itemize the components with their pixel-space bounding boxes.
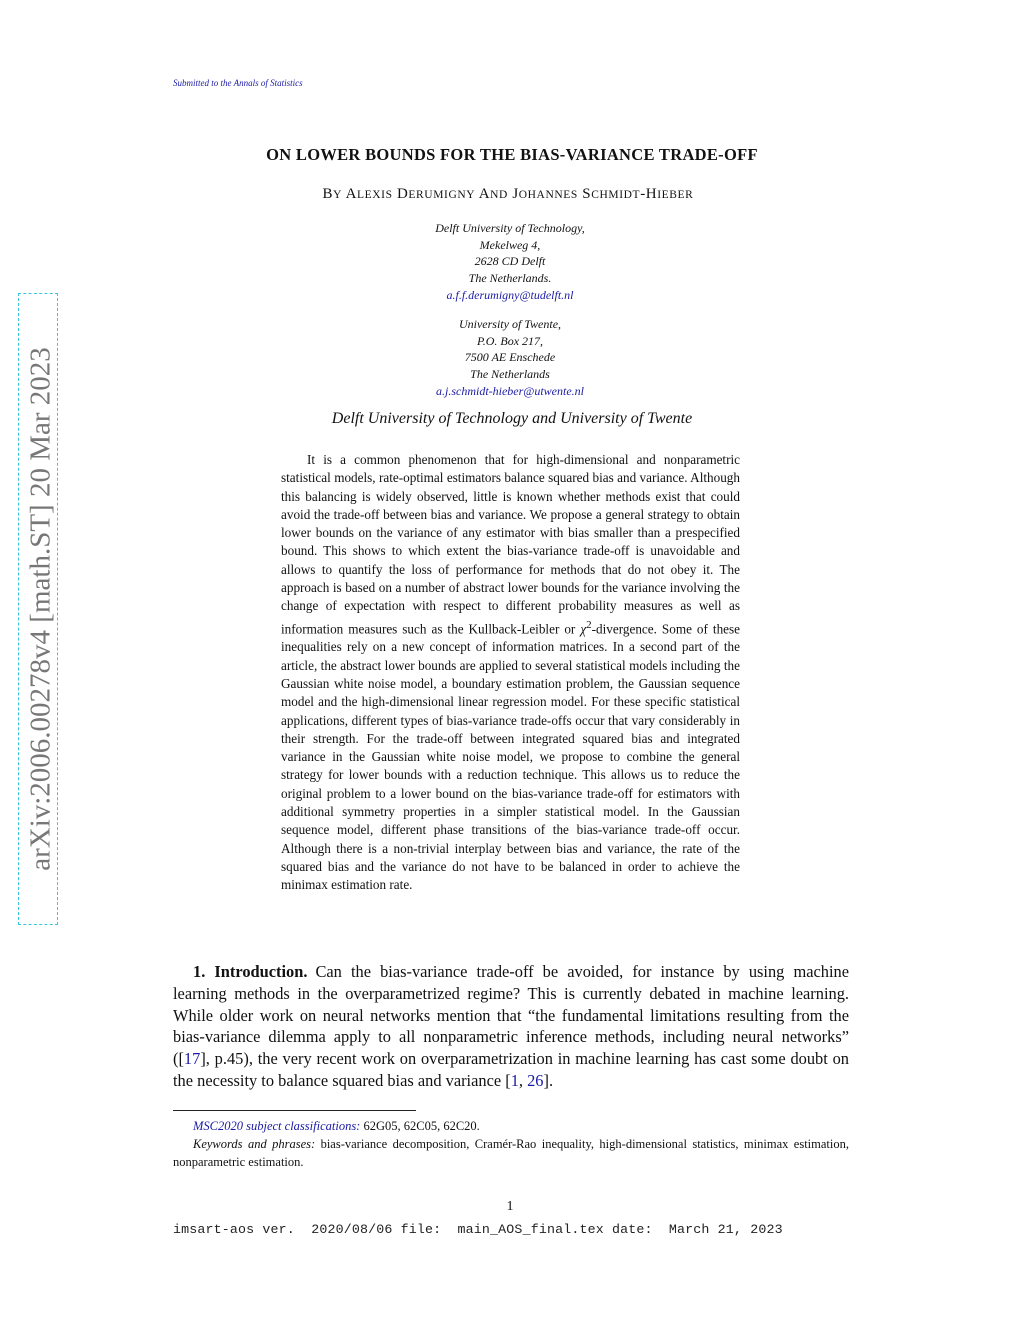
footnotes: [173, 1117, 849, 1171]
second-surname-rest-1: CHMIDT: [591, 189, 641, 201]
introduction-section: [173, 961, 849, 1092]
citation-link-1[interactable]: 1: [510, 1070, 519, 1090]
citation-separator: ,: [518, 1070, 528, 1090]
affiliation-line: Delft University of Technology,: [435, 221, 585, 235]
affiliation-line: P.O. Box 217,: [476, 333, 544, 348]
and-rest: ND: [490, 189, 508, 201]
affiliation-line: 2628 CD Delft: [474, 254, 546, 269]
second-surname-initial-1: S: [582, 186, 592, 202]
journal-note[interactable]: Submitted to the Annals of Statistics: [173, 78, 303, 88]
intro-text-part1: Can the bias-variance trade-off be avoided, for instance by using machine learning methods in the overparametrized regime? This is currently debated in machine learning. While older work on neural networks mention that “the fundamental limitations resulting from the bias-variance dilemma apply to all nonparametric inference methods, including neural networks” ([: [173, 962, 849, 1069]
citation-link-26[interactable]: 26: [527, 1070, 544, 1090]
footnote-keywords: [173, 1135, 849, 1171]
introduction-paragraph: [173, 961, 849, 1092]
msc-classification-link[interactable]: MSC2020 subject classifications:: [193, 1119, 361, 1133]
page-number: 1: [506, 1199, 514, 1214]
affiliation-line: 7500 AE Enschede: [464, 350, 556, 365]
second-surname-rest-2: IEBER: [657, 189, 694, 201]
footnote-msc: [173, 1117, 849, 1135]
abstract-text-part1: It is a common phenomenon that for high-dimensional and nonparametric statistical models, rate-optimal estimators balance squared bias and variance. Although this balancing is widely observed, little is known whether methods exist that could avoid the trade-off between bias and variance. We propose a general strategy to obtain lower bounds on the variance of any estimator with bias smaller than a prespecified bound. This shows to which extent the bias-variance trade-off is unavoidable and allows to quantify the loss of performance for methods that do not obey it. The approach is based on a number of abstract lower bounds for the variance involving the change of expectation with respect to different probability measures as well as information measures such as the Kullback-Leibler or: [281, 452, 740, 637]
email-link-derumigny[interactable]: a.f.f.derumigny@tudelft.nl: [446, 287, 574, 302]
chi-exponent: 2: [586, 618, 592, 631]
affiliation-line: The Netherlands: [470, 367, 550, 382]
by-initial: B: [322, 186, 334, 202]
section-heading: 1. Introduction.: [193, 962, 308, 981]
footnote-divider: [173, 1110, 416, 1111]
abstract-paragraph: [281, 451, 740, 895]
paper-title: ON LOWER BOUNDS FOR THE BIAS-VARIANCE TRADE-OFF: [266, 145, 758, 164]
and-initial: A: [478, 186, 491, 202]
running-institutions: Delft University of Technology and University of Twente: [331, 410, 693, 427]
arxiv-stamp[interactable]: arXiv:2006.00278v4 [math.ST] 20 Mar 2023: [24, 347, 57, 871]
keywords-label: Keywords and phrases:: [193, 1137, 316, 1151]
first-surname-initial: D: [396, 186, 409, 202]
affiliation-delft: [0, 220, 1020, 304]
msc-codes: 62G05, 62C05, 62C20.: [360, 1119, 480, 1133]
email-link-schmidt-hieber[interactable]: a.j.schmidt-hieber@utwente.nl: [435, 383, 584, 398]
affiliation-twente: [0, 316, 1020, 400]
second-name-initial: J: [512, 186, 519, 202]
keywords-list: bias-variance decomposition, Cramér-Rao inequality, high-dimensional statistics, minimax estimation, nonparametric estimation.: [173, 1137, 849, 1169]
intro-text-part3: ].: [543, 1070, 554, 1090]
first-name-rest: LEXIS: [357, 189, 393, 201]
chi-symbol: χ: [580, 621, 587, 637]
affiliation-line: Mekelweg 4,: [479, 237, 541, 252]
second-name-rest: OHANNES: [518, 189, 578, 201]
author-line: BY ALEXIS DERUMIGNY AND JOHANNES SCHMIDT-HIEBER: [322, 186, 694, 202]
abstract: [281, 451, 740, 895]
first-name-initial: A: [345, 186, 357, 202]
citation-link-17[interactable]: 17: [183, 1049, 201, 1069]
affiliation-line: The Netherlands.: [468, 271, 552, 286]
abstract-text-part2: -divergence. Some of these inequalities rely on a new concept of information matrices. In a second part of the article, the abstract lower bounds are applied to several statistical models including the Gaussian white noise model, a boundary estimation problem, the Gaussian sequence model and the high-dimensional linear regression model. For these specific statistical applications, different types of bias-variance trade-offs occur that vary considerably in their strength. For the trade-off between integrated squared bias and integrated variance in the Gaussian white noise model, we propose to combine the general strategy for lower bounds with a reduction technique. This allows us to reduce the original problem to a lower bound on the bias-variance trade-off for estimators with additional symmetry properties in a simpler statistical model. In the Gaussian sequence model, different phase transitions of the bias-variance trade-off occur. Although there is a non-trivial interplay between bias and variance, the rate of the squared bias and the variance do not have to be balanced in order to achieve the minimax estimation rate.: [281, 621, 741, 893]
affiliation-line: University of Twente,: [458, 317, 562, 331]
first-surname-rest: ERUMIGNY: [408, 189, 476, 201]
second-surname-initial-2: H: [645, 186, 658, 202]
imsart-footer: imsart-aos ver. 2020/08/06 file: main_AOS_final.tex date: March 21, 2023: [173, 1222, 783, 1237]
intro-text-part2: ], p.45), the very recent work on overparametrization in machine learning has cast some doubt on the necessity to balance squared bias and variance [: [173, 1049, 849, 1090]
by-rest: Y: [333, 189, 343, 201]
